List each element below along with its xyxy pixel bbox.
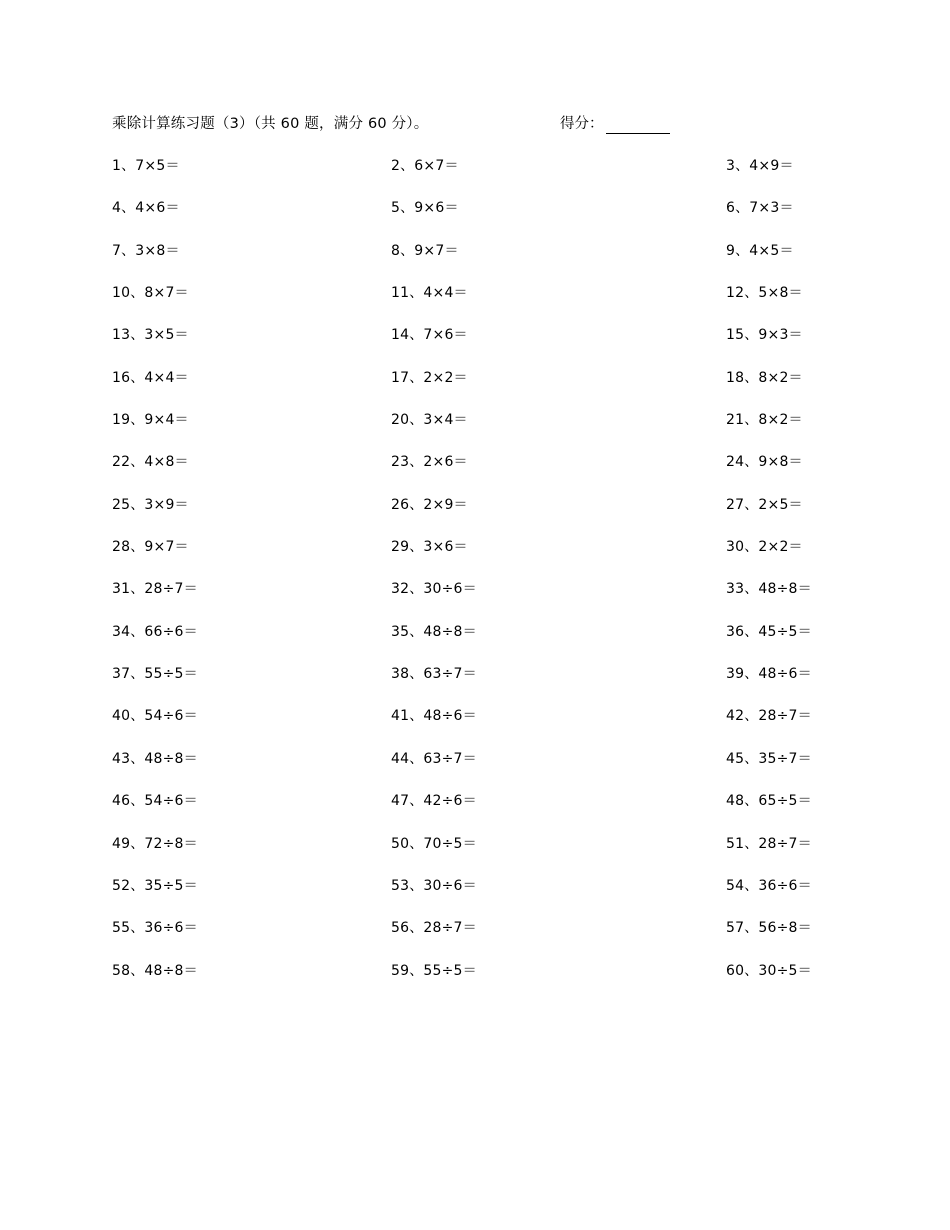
problem-row (112, 749, 852, 791)
problem-item: 34、66÷6＝ (112, 623, 198, 640)
problem-item: 10、8×7＝ (112, 285, 189, 302)
problem-item: 47、42÷6＝ (391, 793, 477, 810)
problem-item: 8、9×7＝ (391, 242, 459, 259)
problem-item: 42、28÷7＝ (726, 708, 812, 725)
problem-item: 20、3×4＝ (391, 412, 468, 429)
problem-item: 40、54÷6＝ (112, 708, 198, 725)
problem-row (112, 579, 852, 621)
problem-row (112, 622, 852, 664)
problem-item: 1、7×5＝ (112, 158, 180, 174)
problem-item: 46、54÷6＝ (112, 793, 198, 810)
problem-item: 54、36÷6＝ (726, 877, 812, 894)
problem-item: 23、2×6＝ (391, 454, 468, 471)
problem-row (112, 918, 852, 960)
problem-row (112, 452, 852, 494)
problem-item: 32、30÷6＝ (391, 581, 477, 598)
problem-row (112, 156, 852, 198)
problem-item: 37、55÷5＝ (112, 666, 198, 683)
score-field (560, 114, 670, 134)
problem-item: 44、63÷7＝ (391, 750, 477, 767)
problem-item: 16、4×4＝ (112, 369, 189, 386)
problem-item: 56、28÷7＝ (391, 920, 477, 937)
problem-item: 55、36÷6＝ (112, 920, 198, 937)
problem-item: 33、48÷8＝ (726, 581, 812, 598)
worksheet-title: 乘除计算练习题（3）（共 60 题，满分 60 分）。 (112, 116, 429, 132)
problem-grid (112, 156, 852, 1003)
problem-item: 17、2×2＝ (391, 369, 468, 386)
problem-item: 50、70÷5＝ (391, 835, 477, 852)
problem-item: 13、3×5＝ (112, 327, 189, 344)
problem-item: 41、48÷6＝ (391, 708, 477, 725)
problem-row (112, 241, 852, 283)
score-blank-line[interactable] (606, 117, 670, 134)
problem-row (112, 410, 852, 452)
problem-item: 36、45÷5＝ (726, 623, 812, 640)
problem-item: 25、3×9＝ (112, 496, 189, 513)
problem-item: 26、2×9＝ (391, 496, 468, 513)
problem-item: 3、4×9＝ (726, 158, 794, 174)
problem-row (112, 325, 852, 367)
problem-item: 58、48÷8＝ (112, 962, 198, 979)
problem-item: 39、48÷6＝ (726, 666, 812, 683)
problem-row (112, 876, 852, 918)
problem-row (112, 537, 852, 579)
problem-row (112, 283, 852, 325)
problem-item: 38、63÷7＝ (391, 666, 477, 683)
problem-item: 31、28÷7＝ (112, 581, 198, 598)
problem-item: 27、2×5＝ (726, 496, 803, 513)
problem-row (112, 664, 852, 706)
problem-item: 12、5×8＝ (726, 285, 803, 302)
problem-item: 48、65÷5＝ (726, 793, 812, 810)
problem-item: 4、4×6＝ (112, 200, 180, 217)
problem-item: 19、9×4＝ (112, 412, 189, 429)
problem-item: 35、48÷8＝ (391, 623, 477, 640)
problem-row (112, 834, 852, 876)
problem-item: 22、4×8＝ (112, 454, 189, 471)
problem-item: 29、3×6＝ (391, 539, 468, 556)
problem-item: 2、6×7＝ (391, 158, 459, 174)
problem-item: 57、56÷8＝ (726, 920, 812, 937)
problem-row (112, 198, 852, 240)
score-label: 得分： (560, 116, 604, 132)
problem-item: 53、30÷6＝ (391, 877, 477, 894)
problem-item: 9、4×5＝ (726, 242, 794, 259)
problem-row (112, 706, 852, 748)
problem-item: 45、35÷7＝ (726, 750, 812, 767)
problem-row (112, 368, 852, 410)
problem-item: 15、9×3＝ (726, 327, 803, 344)
problem-item: 21、8×2＝ (726, 412, 803, 429)
problem-row (112, 961, 852, 1003)
problem-item: 43、48÷8＝ (112, 750, 198, 767)
problem-item: 30、2×2＝ (726, 539, 803, 556)
problem-item: 11、4×4＝ (391, 285, 468, 302)
problem-item: 7、3×8＝ (112, 242, 180, 259)
problem-item: 28、9×7＝ (112, 539, 189, 556)
problem-item: 14、7×6＝ (391, 327, 468, 344)
problem-item: 60、30÷5＝ (726, 962, 812, 979)
problem-item: 24、9×8＝ (726, 454, 803, 471)
problem-item: 52、35÷5＝ (112, 877, 198, 894)
worksheet-header (112, 114, 712, 134)
problem-item: 59、55÷5＝ (391, 962, 477, 979)
problem-item: 49、72÷8＝ (112, 835, 198, 852)
problem-item: 6、7×3＝ (726, 200, 794, 217)
problem-item: 5、9×6＝ (391, 200, 459, 217)
problem-item: 18、8×2＝ (726, 369, 803, 386)
problem-row (112, 495, 852, 537)
problem-row (112, 791, 852, 833)
problem-item: 51、28÷7＝ (726, 835, 812, 852)
